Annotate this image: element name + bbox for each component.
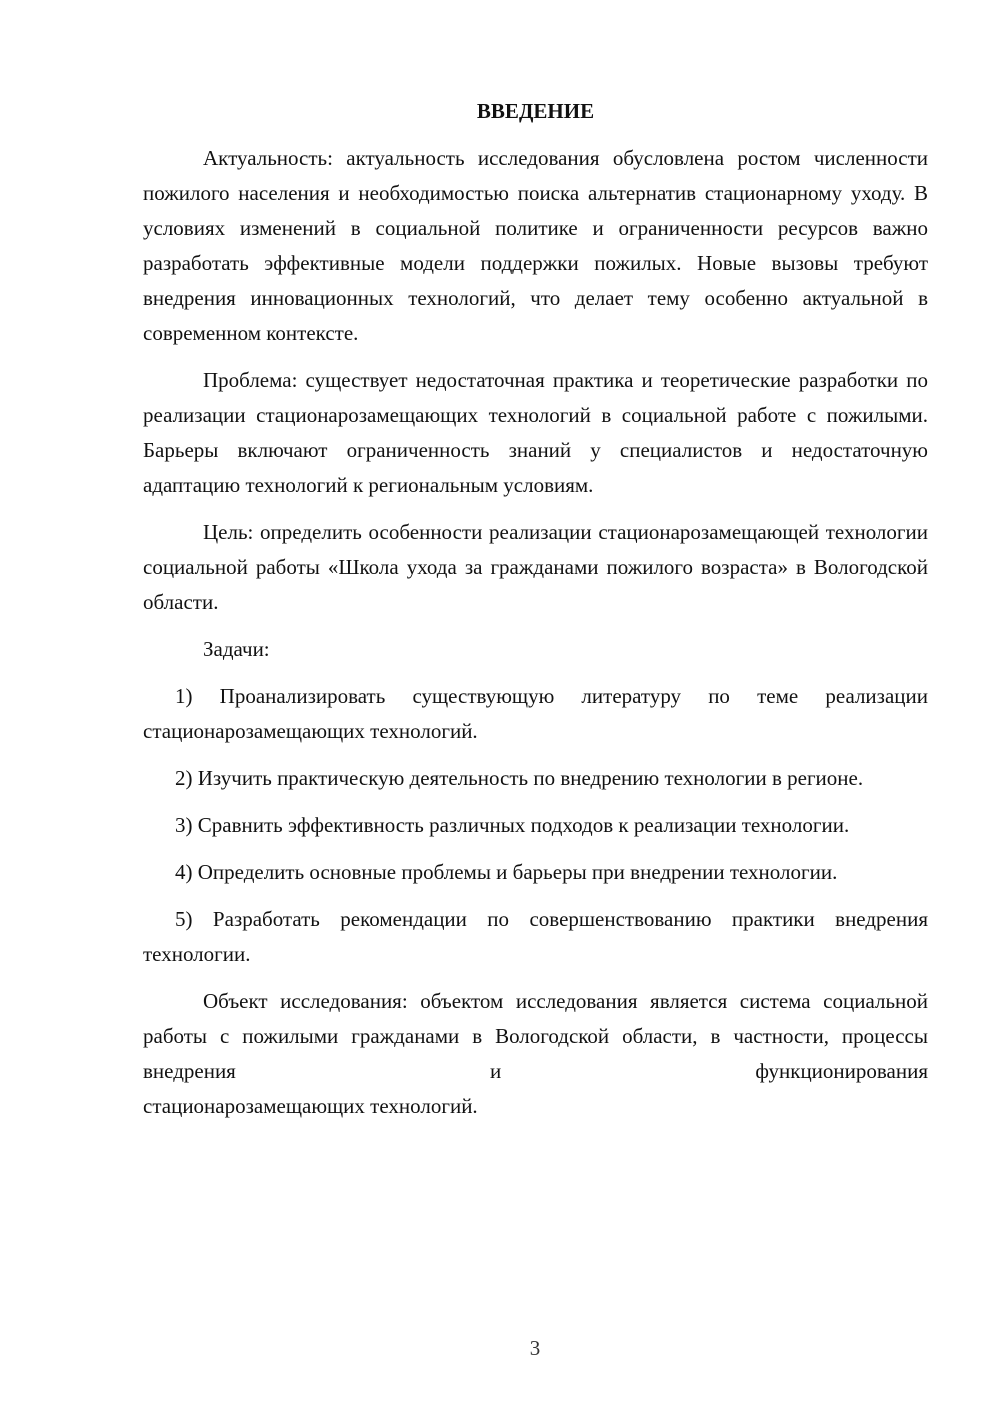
tasks-heading: Задачи: [203,637,270,661]
object-paragraph-text: Объект исследования: объектом исследования является система социальной работы с пожилыми гражданами в Вологодской области, в частности, процессы внедрения и функционирования [143,989,928,1083]
relevance-paragraph: Актуальность: актуальность исследования обусловлена ростом численности пожилого населения и необходимостью поиска альтернатив стационарному уходу. В условиях изменений в социальной политике и ограниченности ресурсов важно разработать эффективные модели поддержки пожилых. Новые вызовы требуют внедрения инновационных технологий, что делает тему особенно актуальной в современном контексте. [143,146,928,345]
document-page [143,94,928,1136]
task-item-2: 2) Изучить практическую деятельность по внедрению технологии в регионе. [175,766,864,790]
page-number: 3 [529,1336,541,1360]
object-paragraph-tail: стационарозамещающих технологий. [143,1094,478,1118]
task-item-5: 5) Разработать рекомендации по совершенствованию практики внедрения технологии. [143,907,928,966]
problem-paragraph: Проблема: существует недостаточная практика и теоретические разработки по реализации стационарозамещающих технологий в социальной работе с пожилыми. Барьеры включают ограниченность знаний у специалистов и недостаточную адаптацию технологий к региональным условиям. [143,368,928,497]
task-item-4: 4) Определить основные проблемы и барьеры при внедрении технологии. [175,860,838,884]
task-item-1: 1) Проанализировать существующую литературу по теме реализации стационарозамещающих технологий. [143,684,928,743]
task-item-3: 3) Сравнить эффективность различных подходов к реализации технологии. [175,813,850,837]
goal-paragraph: Цель: определить особенности реализации стационарозамещающей технологии социальной работы «Школа ухода за гражданами пожилого возраста» в Вологодской области. [143,520,928,614]
object-paragraph-end [143,1089,928,1124]
object-paragraph [143,984,928,1089]
section-title: ВВЕДЕНИЕ [476,99,595,123]
